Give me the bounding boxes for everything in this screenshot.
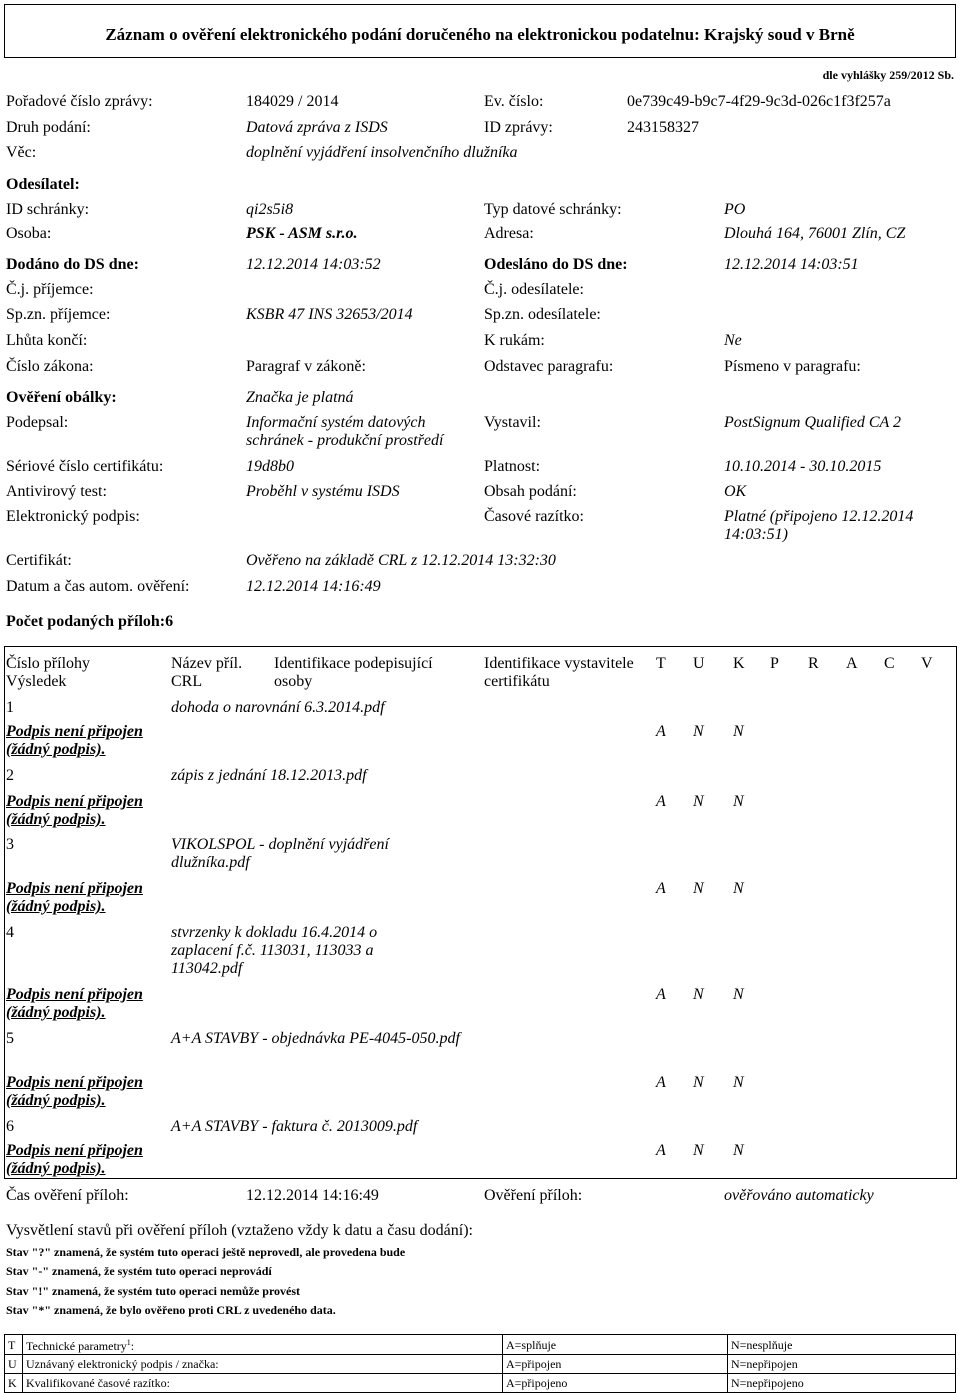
- spzn-prijemce-label: Sp.zn. příjemce:: [6, 306, 111, 323]
- odesilatel-heading: Odesílatel:: [6, 176, 80, 193]
- overeni-obalky-label: Ověření obálky:: [6, 389, 117, 406]
- state-question: Stav "?" znamená, že systém tuto operaci ještě neprovedl, ale provedena bude: [6, 1245, 406, 1259]
- state-dash: Stav "-" znamená, že systém tuto operaci neprovádí: [6, 1264, 272, 1278]
- attachment-4-num: 4: [6, 924, 14, 941]
- attachment-4-name: stvrzenky k dokladu 16.4.2014 o zaplacení f.č. 113031, 113033 a 113042.pdf: [171, 924, 378, 977]
- attachment-1-name: dohoda o narovnání 6.3.2014.pdf: [171, 699, 385, 716]
- attachment-4-status: Podpis není připojen (žádný podpis).: [6, 986, 143, 1021]
- druh-podani-label: Druh podání:: [6, 119, 91, 136]
- legend-code-k: K: [5, 1374, 23, 1393]
- datum-overeni-label: Datum a čas autom. ověření:: [6, 578, 190, 595]
- col-crl: CRL: [171, 673, 203, 690]
- paragraf-label: Paragraf v zákoně:: [246, 358, 366, 375]
- legend-code-t: T: [5, 1335, 23, 1355]
- cj-prijemce-label: Č.j. příjemce:: [6, 281, 94, 298]
- ev-cislo-label: Ev. číslo:: [484, 93, 544, 110]
- legend-no-k: N=nepřipojeno: [728, 1374, 956, 1393]
- legend-yes-k: A=připojeno: [503, 1374, 728, 1393]
- vystavil-label: Vystavil:: [484, 414, 541, 431]
- legend-desc-t: Technické parametry$^1$:: [23, 1335, 503, 1355]
- attachment-5-flag-k: N: [733, 1074, 744, 1091]
- flag-header-c: C: [884, 655, 895, 672]
- legend-yes-t: A=splňuje: [503, 1335, 728, 1355]
- vystavil-value: PostSignum Qualified CA 2: [724, 414, 902, 431]
- typ-schranky-value: PO: [724, 201, 746, 218]
- pismeno-label: Písmeno v paragrafu:: [724, 358, 861, 375]
- attachment-2-flag-t: A: [656, 793, 666, 810]
- datum-overeni-value: 12.12.2014 14:16:49: [246, 578, 381, 595]
- legend-yes-u: A=připojen: [503, 1355, 728, 1374]
- state-exclamation: Stav "!" znamená, že systém tuto operaci nemůže provést: [6, 1284, 301, 1298]
- attachment-6-num: 6: [6, 1118, 14, 1135]
- attachment-5-name: A+A STAVBY - objednávka PE-4045-050.pdf: [171, 1030, 460, 1047]
- overeni-priloh-label: Ověření příloh:: [484, 1187, 583, 1204]
- seriove-value: 19d8b0: [246, 458, 294, 475]
- attachment-2-status: Podpis není připojen (žádný podpis).: [6, 793, 143, 828]
- razitko-value: Platné (připojeno 12.12.2014 14:03:51): [724, 508, 914, 543]
- legend-row-t: [5, 1335, 956, 1355]
- attachment-5-flag-t: A: [656, 1074, 666, 1091]
- col-nazev: Název příl.: [171, 655, 243, 672]
- attachment-2-name: zápis z jednání 18.12.2013.pdf: [171, 767, 367, 784]
- id-zpravy-label: ID zprávy:: [484, 119, 553, 136]
- legend-table: [4, 1334, 956, 1393]
- adresa-value: Dlouhá 164, 76001 Zlín, CZ: [724, 225, 906, 242]
- attachment-6-name: A+A STAVBY - faktura č. 2013009.pdf: [171, 1118, 418, 1135]
- attachment-3-name: VIKOLSPOL - doplnění vyjádření dlužníka.pdf: [171, 836, 389, 871]
- attachment-5-status: Podpis není připojen (žádný podpis).: [6, 1074, 143, 1109]
- attachment-3-flag-k: N: [733, 880, 744, 897]
- col-ident-vystavitele: Identifikace vystavitele certifikátu: [484, 655, 634, 690]
- attachment-4-flag-k: N: [733, 986, 744, 1003]
- poradove-label: Pořadové číslo zprávy:: [6, 93, 153, 110]
- antivir-label: Antivirový test:: [6, 483, 107, 500]
- certifikat-value: Ověřeno na základě CRL z 12.12.2014 13:32:30: [246, 552, 556, 569]
- attachment-1-flag-u: N: [693, 723, 704, 740]
- flag-header-a: A: [846, 655, 858, 672]
- lhuta-label: Lhůta končí:: [6, 332, 88, 349]
- obsah-label: Obsah podání:: [484, 483, 577, 500]
- legend-desc-k: Kvalifikované časové razítko:: [23, 1374, 503, 1393]
- legend-desc-u: Uznávaný elektronický podpis / značka:: [23, 1355, 503, 1374]
- col-ident-podepisujici: Identifikace podepisující osoby: [274, 655, 433, 690]
- osoba-value: PSK - ASM s.r.o.: [246, 225, 358, 242]
- id-schranky-label: ID schránky:: [6, 201, 90, 218]
- states-explanation: Vysvětlení stavů při ověření příloh (vztaženo vždy k datu a času dodání):: [6, 1222, 473, 1239]
- platnost-label: Platnost:: [484, 458, 541, 475]
- attachment-1-num: 1: [6, 699, 14, 716]
- attachment-6-status: Podpis není připojen (žádný podpis).: [6, 1142, 143, 1177]
- document-title: Záznam o ověření elektronického podání doručeného na elektronickou podatelnu: Krajský soud v Brně: [105, 25, 855, 44]
- cislo-zakona-label: Číslo zákona:: [6, 358, 94, 375]
- cas-overeni-label: Čas ověření příloh:: [6, 1187, 129, 1204]
- attachment-3-num: 3: [6, 836, 14, 853]
- attachment-6-flag-k: N: [733, 1142, 744, 1159]
- title-box: [4, 4, 956, 58]
- typ-schranky-label: Typ datové schránky:: [484, 201, 622, 218]
- k-rukam-label: K rukám:: [484, 332, 545, 349]
- attachment-2-num: 2: [6, 767, 14, 784]
- legend-row-k: [5, 1374, 956, 1393]
- legend-no-u: N=nepřipojen: [728, 1355, 956, 1374]
- adresa-label: Adresa:: [484, 225, 534, 242]
- k-rukam-value: Ne: [724, 332, 742, 349]
- flag-header-p: P: [770, 655, 779, 672]
- druh-podani-value: Datová zpráva z ISDS: [246, 119, 388, 136]
- odeslano-label: Odesláno do DS dne:: [484, 256, 628, 273]
- attachment-1-status: Podpis není připojen (žádný podpis).: [6, 723, 143, 758]
- overeni-priloh-value: ověřováno automaticky: [724, 1187, 874, 1204]
- attachment-4-flag-u: N: [693, 986, 704, 1003]
- poradove-value: 184029 / 2014: [246, 93, 339, 110]
- legend-row-u: [5, 1355, 956, 1374]
- cas-overeni-value: 12.12.2014 14:16:49: [246, 1187, 379, 1204]
- certifikat-label: Certifikát:: [6, 552, 72, 569]
- flag-header-k: K: [733, 655, 745, 672]
- flag-header-v: V: [921, 655, 933, 672]
- attachment-5-flag-u: N: [693, 1074, 704, 1091]
- platnost-value: 10.10.2014 - 30.10.2015: [724, 458, 882, 475]
- attachment-3-flag-u: N: [693, 880, 704, 897]
- odeslano-value: 12.12.2014 14:03:51: [724, 256, 859, 273]
- cj-odesilatele-label: Č.j. odesílatele:: [484, 281, 584, 298]
- vec-value: doplnění vyjádření insolvenčního dlužníka: [246, 144, 518, 161]
- attachment-1-flag-t: A: [656, 723, 666, 740]
- dodano-label: Dodáno do DS dne:: [6, 256, 139, 273]
- pocet-priloh: Počet podaných příloh:6: [6, 613, 174, 630]
- col-cislo-prilohy: Číslo přílohy: [6, 655, 91, 672]
- podepsal-label: Podepsal:: [6, 414, 69, 431]
- el-podpis-label: Elektronický podpis:: [6, 508, 140, 525]
- osoba-label: Osoba:: [6, 225, 52, 242]
- vec-label: Věc:: [6, 144, 37, 161]
- regulation-note: dle vyhlášky 259/2012 Sb.: [822, 68, 954, 82]
- attachment-3-status: Podpis není připojen (žádný podpis).: [6, 880, 143, 915]
- ev-cislo-value: 0e739c49-b9c7-4f29-9c3d-026c1f3f257a: [627, 93, 891, 110]
- attachment-6-flag-t: A: [656, 1142, 666, 1159]
- flag-header-r: R: [808, 655, 819, 672]
- spzn-odesilatele-label: Sp.zn. odesílatele:: [484, 306, 601, 323]
- seriove-label: Sériové číslo certifikátu:: [6, 458, 164, 475]
- attachment-4-flag-t: A: [656, 986, 666, 1003]
- flag-header-u: U: [693, 655, 705, 672]
- attachment-5-num: 5: [6, 1030, 14, 1047]
- attachment-6-flag-u: N: [693, 1142, 704, 1159]
- id-schranky-value: qi2s5i8: [246, 201, 294, 218]
- attachment-3-flag-t: A: [656, 880, 666, 897]
- state-asterisk: Stav "*" znamená, že bylo ověřeno proti CRL z uvedeného data.: [6, 1303, 336, 1317]
- overeni-obalky-value: Značka je platná: [246, 389, 354, 406]
- podepsal-value: Informační systém datových schránek - produkční prostředí: [246, 414, 444, 449]
- odstavec-label: Odstavec paragrafu:: [484, 358, 614, 375]
- attachment-1-flag-k: N: [733, 723, 744, 740]
- antivir-value: Proběhl v systému ISDS: [246, 483, 400, 500]
- attachment-2-flag-k: N: [733, 793, 744, 810]
- id-zpravy-value: 243158327: [627, 119, 699, 136]
- col-vysledek: Výsledek: [6, 673, 67, 690]
- legend-code-u: U: [5, 1355, 23, 1374]
- dodano-value: 12.12.2014 14:03:52: [246, 256, 381, 273]
- obsah-value: OK: [724, 483, 747, 500]
- flag-header-t: T: [656, 655, 666, 672]
- razitko-label: Časové razítko:: [484, 508, 584, 525]
- legend-no-t: N=nesplňuje: [728, 1335, 956, 1355]
- spzn-prijemce-value: KSBR 47 INS 32653/2014: [246, 306, 413, 323]
- attachment-2-flag-u: N: [693, 793, 704, 810]
